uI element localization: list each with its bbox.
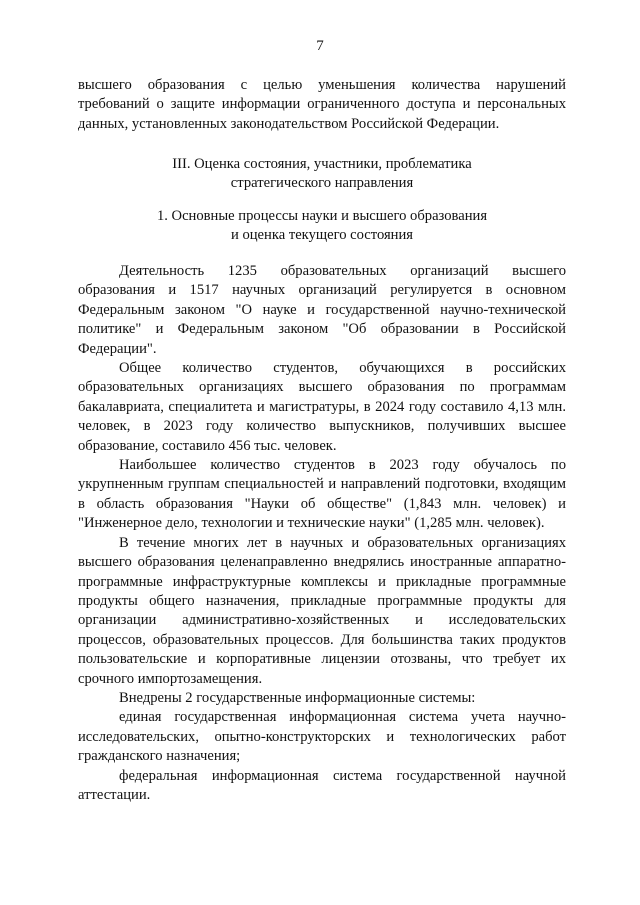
paragraph: Наибольшее количество студентов в 2023 году обучалось по укрупненным группам специальностей и направлений подготовки, входящим в область образования "Науки об обществе" (1,843 млн. человек) и "Инженерное дело, технологии и технические науки" (1,285 млн. человек).: [78, 457, 566, 532]
section-heading: [78, 155, 566, 194]
paragraph: В течение многих лет в научных и образовательных организациях высшего образования целенаправленно внедрялись иностранные аппаратно-программные инфраструктурные комплексы и прикладные программные продукты общего назначения, прикладные программные продукты для организации административно-хозяйственных и исследовательских процессов, образовательных процессов. Для большинства таких продуктов пользовательские и корпоративные лицензии отозваны, что требует их срочного импортозамещения.: [78, 534, 566, 687]
paragraph-text: высшего образования с целью уменьшения количества нарушений требований о защите информации ограниченного доступа и персональных данных, установленных законодательством Российской Федерации.: [78, 77, 566, 132]
intro-paragraph: [78, 76, 566, 134]
page-number: 7: [316, 38, 324, 54]
paragraph: Деятельность 1235 образовательных организаций высшего образования и 1517 научных организаций регулируется в основном Федеральным законом "О науке и государственной научно-технической политике" и Федеральным законом "Об образовании в Российской Федерации".: [78, 263, 566, 357]
section-heading-line: стратегического направления: [230, 175, 414, 192]
subsection-heading-line: и оценка текущего состояния: [230, 227, 414, 244]
list-item: федеральная информационная система государственной научной аттестации.: [78, 767, 566, 803]
paragraph: Внедрены 2 государственные информационные системы:: [119, 689, 476, 706]
subsection-heading: [78, 207, 566, 246]
paragraph: Общее количество студентов, обучающихся в российских образовательных организациях высшего образования по программам бакалавриата, специалитета и магистратуры, в 2024 году составило 4,13 млн. человек, в 2023 году количество выпускников, получивших высшее образование, составило 456 тыс. человек.: [78, 360, 566, 454]
body-text: [78, 262, 566, 805]
subsection-heading-line: 1. Основные процессы науки и высшего образования: [156, 208, 488, 224]
section-heading-line: III. Оценка состояния, участники, проблематика: [172, 156, 472, 172]
list-item: единая государственная информационная система учета научно-исследовательских, опытно-конструкторских и технологических работ гражданского назначения;: [78, 709, 566, 765]
